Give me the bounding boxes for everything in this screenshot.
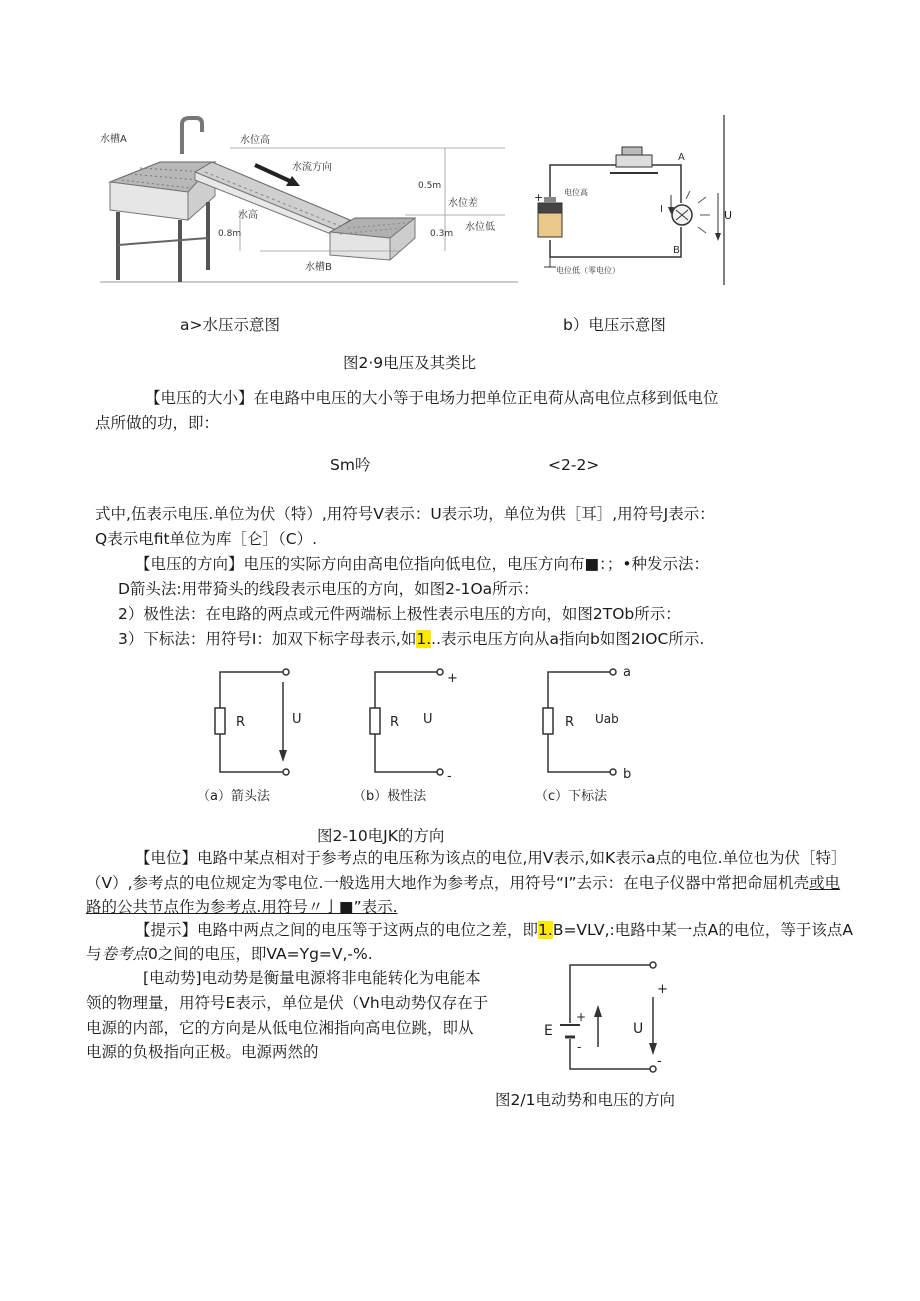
voltage-direction-line1: 【电压的方向】电压的实际方向由高电位指向低电位，电压方向布■：；•种发示法：	[135, 555, 710, 573]
voltage-direction-line3: 2）极性法：在电路的两点或元件两端标上极性表示电压的方向，如图2TOb所示：	[118, 605, 681, 623]
terminal-minus-label: -	[657, 1054, 662, 1069]
figure-2-11-title: 图2/1电动势和电压的方向	[495, 1091, 675, 1109]
potential-line2	[86, 873, 840, 893]
height-08-label: 0.8m	[218, 229, 242, 239]
potential-line2-underlined: 或电	[809, 874, 841, 892]
current-i-label: I	[660, 204, 663, 215]
tank-b-label: 水槽B	[305, 262, 332, 273]
fig-b-plus-label: +	[447, 671, 458, 686]
fig-a-resistor-label: R	[236, 715, 246, 730]
node-b-label: B	[673, 245, 680, 256]
hint-line1-post: B=VLV,:电路中某一点A的电位，等于该点A	[552, 921, 853, 939]
emf-line1: [电动势]电动势是衡量电源将非电能转化为电能本	[143, 969, 481, 987]
emf-line4: 电源的负极指向正极。电源两然的	[86, 1043, 319, 1061]
emf-e-label: E	[544, 1023, 553, 1039]
water-pressure-illustration	[100, 110, 520, 290]
fig-b-voltage-label: U	[423, 712, 433, 727]
flow-direction-label: 水流方向	[292, 162, 332, 173]
emf-line2: 领的物理量，用符号E表示，单位是伏（Vh电动势仅存在于	[86, 994, 489, 1012]
potential-line1: 【电位】电路中某点相对于参考点的电压称为该点的电位,用V表示,如K表示a点的电位.单位也为伏［特］	[135, 849, 847, 867]
height-03-label: 0.3m	[430, 229, 454, 239]
voltage-formula: Sm吟	[330, 456, 371, 474]
formula-note-line2: Q表示电fit单位为库［仑］（C）.	[95, 530, 318, 548]
fig-c-caption: （c）下标法	[535, 789, 608, 804]
fig-c-resistor-label: R	[565, 715, 575, 730]
hint-line1	[135, 920, 853, 940]
hint-line1-pre: 【提示】电路中两点之间的电压等于这两点的电位之差，即	[135, 921, 539, 939]
fig-c-node-b-label: b	[623, 767, 632, 782]
fig-b-caption: （b）极性法	[353, 789, 427, 804]
potential-low-label: 电位低（零电位）	[556, 266, 620, 275]
terminal-plus-label: +	[657, 982, 668, 997]
figure-2-11-diagram	[540, 955, 680, 1085]
potential-high-label: 电位高	[564, 188, 588, 197]
voltage-circuit-illustration	[526, 115, 736, 287]
node-a-label: A	[678, 152, 685, 163]
fig-b-minus-label: -	[447, 769, 452, 784]
voltage-direction-line4-pre: 3）下标法：用符号I：加双下标字母表示,如	[118, 630, 417, 648]
fig-a-caption: （a）箭头法	[197, 789, 270, 804]
fig-a-voltage-label: U	[292, 712, 302, 727]
terminal-voltage-label: U	[633, 1021, 644, 1037]
figure-2-10-diagrams	[175, 660, 655, 810]
figure-2-9b-caption: b）电压示意图	[563, 316, 666, 334]
level-high-label: 水位高	[240, 135, 270, 146]
hint-line2-pre: 与	[86, 945, 102, 963]
formula-note-line1: 式中,伍表示电压.单位为伏（特）,用符号V表示：U表示功，单位为供［耳］,用符号J表示：	[95, 505, 715, 523]
fig-c-voltage-label: Uab	[595, 712, 619, 726]
figure-2-9a-caption: a>水压示意图	[180, 316, 280, 334]
potential-line2-pre: （V）,参考点的电位规定为零电位.一般选用大地作为参考点，用符号“I”去示：在电子仪器中常把命屈机壳	[86, 874, 810, 892]
formula-equation-number: <2-2>	[548, 456, 600, 474]
hint-highlight: 1.	[538, 921, 553, 939]
level-low-label: 水位低	[465, 222, 495, 233]
emf-line3: 电源的内部，它的方向是从低电位湘指向高电位跳，即从	[86, 1019, 474, 1037]
voltage-u-label: U	[724, 209, 733, 222]
level-diff-label: 水位差	[448, 198, 478, 209]
water-head-label: 水高	[238, 210, 258, 221]
voltage-magnitude-line1: 【电压的大小】在电路中电压的大小等于电场力把单位正电荷从高电位点移到低电位	[145, 389, 719, 407]
hint-line2-italic: 卷考点	[101, 945, 149, 963]
voltage-direction-line4-post: ..表示电压方向从a指向b如图2IOC所示.	[431, 630, 705, 648]
voltage-magnitude-line2: 点所做的功，即：	[95, 414, 220, 432]
voltage-direction-highlight: 1.	[416, 630, 432, 648]
fig-c-node-a-label: a	[623, 665, 631, 680]
tank-a-label: 水槽A	[100, 134, 127, 145]
source-plus-label: +	[576, 1010, 587, 1024]
source-minus-label: -	[577, 1040, 582, 1054]
hint-line2-post: 0之间的电压，即VA=Yg=V,-%.	[148, 945, 373, 963]
height-05-label: 0.5m	[418, 181, 442, 191]
voltage-direction-line4	[118, 629, 704, 649]
figure-2-10-title: 图2-10电JK的方向	[317, 827, 445, 845]
potential-line3: 路的公共节点作为参考点.用符号〃亅■”表示.	[86, 898, 398, 916]
figure-2-9-title: 图2·9电压及其类比	[343, 354, 477, 372]
battery-plus-label: +	[534, 191, 544, 204]
voltage-direction-line2: D箭头法:用带猗头的线段表示电压的方向，如图2-1Oa所示：	[118, 580, 539, 598]
hint-line2	[86, 944, 373, 964]
fig-b-resistor-label: R	[390, 715, 400, 730]
